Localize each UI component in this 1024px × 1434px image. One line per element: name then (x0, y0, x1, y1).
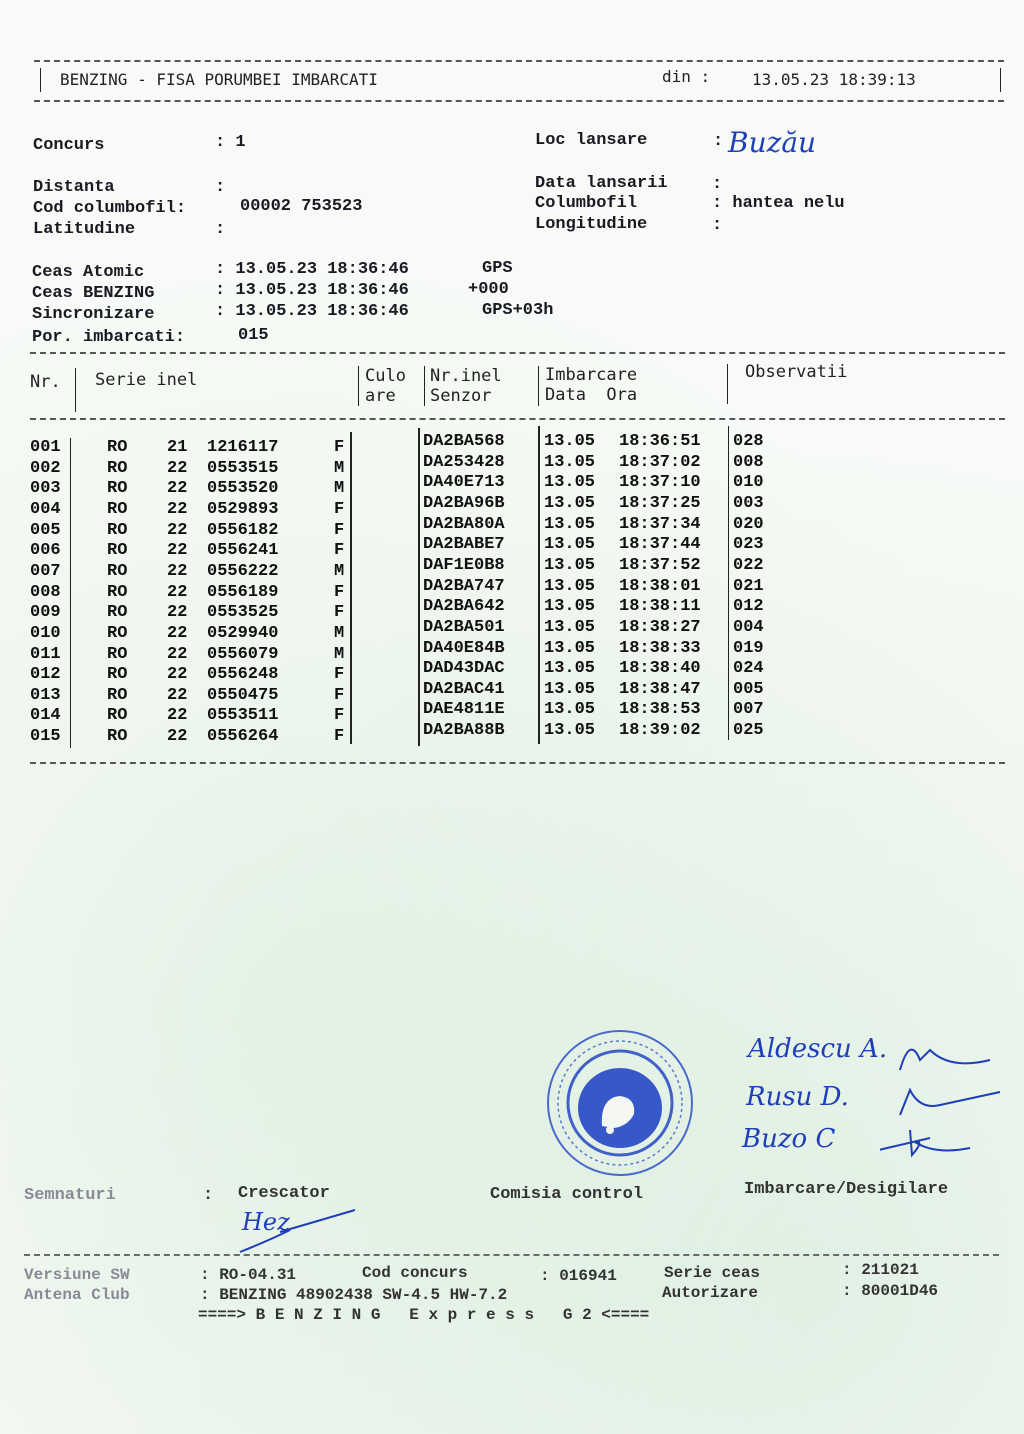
cell-nr: 015 (30, 727, 61, 747)
distanta-value: : (215, 178, 226, 197)
distanta-label: Distanta (33, 178, 115, 197)
col-divider (424, 366, 425, 406)
cell-ring-number: 0556248 (207, 665, 279, 685)
cell-nr: 013 (30, 685, 61, 705)
cell-sensor: DAD43DAC (423, 659, 505, 679)
cell-nr: 008 (30, 582, 61, 602)
cell-nr: 009 (30, 603, 61, 623)
col-header-senzor-2: Senzor (430, 386, 492, 406)
clock-suffix: +000 (468, 280, 509, 299)
serie-ceas-value: : 211021 (842, 1261, 919, 1279)
cell-sensor: DA2BA501 (423, 617, 505, 637)
col-divider (350, 432, 352, 744)
cell-time: 18:38:47 (619, 679, 701, 699)
cell-sex: F (334, 706, 345, 726)
col-header-imbarcare-2: Data Ora (545, 385, 638, 405)
print-datetime: 13.05.23 18:39:13 (752, 70, 916, 89)
signature-scribbles-icon (880, 1030, 1020, 1170)
data-lansarii-value: : (712, 175, 723, 194)
cell-time: 18:38:53 (619, 700, 701, 720)
cell-country: RO (107, 727, 128, 747)
cell-sensor: DA40E713 (423, 473, 505, 493)
clock-suffix: GPS+03h (482, 301, 554, 320)
cell-time: 18:37:34 (619, 514, 701, 534)
cell-time: 18:38:33 (619, 638, 701, 658)
cell-sensor: DAE4811E (423, 700, 505, 720)
cell-year: 22 (167, 706, 188, 726)
cell-observatii: 003 (733, 493, 764, 513)
table-top-rule (30, 352, 1005, 354)
cell-date: 13.05 (544, 700, 596, 720)
cell-country: RO (107, 479, 128, 499)
cell-country: RO (107, 499, 128, 519)
cell-sensor: DA2BA88B (423, 721, 505, 741)
cell-date: 13.05 (544, 493, 596, 513)
longitudine-value: : (712, 216, 723, 235)
crescator-label: Crescator (238, 1184, 330, 1203)
cell-year: 22 (167, 520, 188, 540)
cell-observatii: 021 (733, 576, 764, 596)
stamp-icon (540, 1028, 700, 1178)
cell-country: RO (107, 438, 128, 457)
cell-time: 18:37:25 (619, 493, 701, 513)
autorizare-value: : 80001D46 (842, 1282, 939, 1300)
cell-sex: F (334, 685, 345, 705)
cell-sensor: DA2BA642 (423, 597, 505, 617)
cell-country: RO (107, 458, 128, 478)
cell-observatii: 005 (733, 679, 764, 699)
cod-concurs-label: Cod concurs (362, 1264, 468, 1282)
cell-year: 21 (167, 438, 188, 457)
cell-time: 18:37:02 (619, 452, 701, 472)
cell-sex: M (334, 561, 345, 581)
col-header-imbarcare-1: Imbarcare (545, 365, 638, 385)
cell-time: 18:38:01 (619, 576, 701, 596)
data-lansarii-label: Data lansarii (535, 174, 668, 193)
signature-name-1: Aldescu A. (748, 1034, 888, 1064)
cell-observatii: 012 (733, 597, 764, 617)
cell-sex: M (334, 479, 345, 499)
cell-year: 22 (167, 644, 188, 664)
cell-year: 22 (167, 561, 188, 581)
col-divider (727, 364, 728, 404)
cell-sex: F (334, 541, 345, 561)
cell-sensor: DA2BAC41 (423, 679, 505, 699)
serie-ceas-label: Serie ceas (664, 1264, 761, 1282)
cell-country: RO (107, 561, 128, 581)
concurs-value: : 1 (215, 133, 246, 152)
cell-ring-number: 0529893 (207, 499, 279, 519)
cell-date: 13.05 (544, 555, 596, 575)
col-divider (358, 366, 359, 406)
footer-rule (24, 1254, 999, 1256)
cell-nr: 007 (30, 561, 61, 581)
cell-time: 18:38:11 (619, 597, 701, 617)
cell-sex: F (334, 727, 345, 747)
col-header-nr: Nr. (30, 372, 61, 392)
din-label: din : (662, 67, 711, 86)
brand-line: ====> B E N Z I N G E x p r e s s G 2 <==== (198, 1306, 650, 1324)
header-right-bar (1000, 68, 1001, 92)
cell-year: 22 (167, 541, 188, 561)
concurs-label: Concurs (33, 136, 105, 155)
col-header-culoare-2: are (365, 386, 396, 406)
cell-observatii: 020 (733, 514, 764, 534)
cell-ring-number: 0556189 (207, 582, 279, 602)
cell-observatii: 028 (733, 432, 764, 451)
header-top-rule (34, 60, 1004, 62)
cell-time: 18:38:27 (619, 617, 701, 637)
crescator-signature: Hez (242, 1208, 290, 1236)
cell-observatii: 008 (733, 452, 764, 472)
cell-date: 13.05 (544, 535, 596, 555)
loc-lansare-label: Loc lansare (535, 131, 648, 150)
cell-year: 22 (167, 499, 188, 519)
cell-ring-number: 0553525 (207, 603, 279, 623)
autorizare-label: Autorizare (662, 1284, 759, 1302)
col-divider (70, 438, 71, 748)
cell-ring-number: 0550475 (207, 685, 279, 705)
cell-sensor: DA2BA96B (423, 493, 505, 513)
document-title: BENZING - FISA PORUMBEI IMBARCATI (60, 70, 378, 89)
col-divider (418, 428, 420, 746)
clock-label: Ceas Atomic (32, 263, 145, 282)
cell-date: 13.05 (544, 638, 596, 658)
cell-sex: M (334, 458, 345, 478)
cell-nr: 003 (30, 479, 61, 499)
cell-ring-number: 0556182 (207, 520, 279, 540)
por-imbarcati-value: 015 (238, 326, 269, 345)
cell-date: 13.05 (544, 576, 596, 596)
col-header-serie: Serie inel (95, 370, 198, 390)
cell-date: 13.05 (544, 514, 596, 534)
cod-columbofil-value: 00002 753523 (240, 197, 363, 216)
table-bottom-rule (30, 762, 1005, 764)
cell-ring-number: 0556241 (207, 541, 279, 561)
cell-country: RO (107, 541, 128, 561)
cell-nr: 011 (30, 644, 61, 664)
cell-year: 22 (167, 727, 188, 747)
latitudine-label: Latitudine (33, 220, 136, 239)
cell-country: RO (107, 665, 128, 685)
cell-nr: 012 (30, 665, 61, 685)
cell-country: RO (107, 623, 128, 643)
cell-year: 22 (167, 623, 188, 643)
columbofil-value: : hantea nelu (712, 194, 845, 213)
cell-observatii: 022 (733, 555, 764, 575)
clock-value: : 13.05.23 18:36:46 (215, 260, 409, 279)
cell-ring-number: 0556222 (207, 561, 279, 581)
cell-country: RO (107, 644, 128, 664)
antena-club-value: : BENZING 48902438 SW-4.5 HW-7.2 (200, 1286, 508, 1304)
cell-observatii: 024 (733, 659, 764, 679)
cell-observatii: 004 (733, 617, 764, 637)
clock-value: : 13.05.23 18:36:46 (215, 281, 409, 300)
cell-nr: 002 (30, 458, 61, 478)
cell-sensor: DA2BA568 (423, 432, 505, 451)
cod-concurs-value: : 016941 (540, 1267, 617, 1285)
cell-nr: 006 (30, 541, 61, 561)
cell-date: 13.05 (544, 597, 596, 617)
cod-columbofil-label: Cod columbofil: (33, 199, 187, 218)
cell-nr: 001 (30, 438, 61, 457)
table-header-rule (30, 418, 1005, 420)
cell-sex: M (334, 644, 345, 664)
cell-year: 22 (167, 458, 188, 478)
cell-time: 18:37:10 (619, 473, 701, 493)
cell-sensor: DAF1E0B8 (423, 555, 505, 575)
cell-ring-number: 0529940 (207, 623, 279, 643)
longitudine-label: Longitudine (535, 215, 648, 234)
cell-year: 22 (167, 665, 188, 685)
cell-date: 13.05 (544, 617, 596, 637)
header-bottom-rule (34, 100, 1004, 102)
cell-observatii: 019 (733, 638, 764, 658)
cell-year: 22 (167, 685, 188, 705)
cell-sex: F (334, 499, 345, 519)
cell-time: 18:37:52 (619, 555, 701, 575)
cell-time: 18:36:51 (619, 432, 701, 451)
col-divider (75, 368, 76, 412)
cell-sensor: DA40E84B (423, 638, 505, 658)
cell-country: RO (107, 685, 128, 705)
cell-date: 13.05 (544, 659, 596, 679)
cell-ring-number: 0553515 (207, 458, 279, 478)
col-divider (728, 426, 729, 740)
imbarcare-desigilare-label: Imbarcare/Desigilare (744, 1180, 949, 1199)
signature-name-2: Rusu D. (746, 1082, 849, 1112)
antena-club-label: Antena Club (24, 1286, 130, 1304)
semnaturi-label: Semnaturi (24, 1186, 116, 1205)
cell-country: RO (107, 603, 128, 623)
cell-ring-number: 1216117 (207, 438, 279, 457)
col-header-culoare-1: Culo (365, 366, 406, 386)
crescator-scribble-icon (230, 1200, 370, 1260)
cell-sex: F (334, 603, 345, 623)
signature-name-3: Buzo C (742, 1124, 836, 1154)
versiune-sw-value: : RO-04.31 (200, 1266, 297, 1284)
cell-date: 13.05 (544, 473, 596, 493)
cell-sex: F (334, 665, 345, 685)
cell-ring-number: 0556079 (207, 644, 279, 664)
cell-date: 13.05 (544, 679, 596, 699)
cell-sex: F (334, 582, 345, 602)
columbofil-label: Columbofil (535, 194, 638, 213)
cell-date: 13.05 (544, 721, 596, 741)
cell-country: RO (107, 582, 128, 602)
por-imbarcati-label: Por. imbarcati: (32, 328, 186, 347)
clock-suffix: GPS (482, 259, 513, 278)
cell-year: 22 (167, 479, 188, 499)
cell-sex: F (334, 438, 345, 457)
col-header-senzor-1: Nr.inel (430, 366, 502, 386)
cell-observatii: 023 (733, 535, 764, 555)
clock-label: Ceas BENZING (32, 284, 155, 303)
cell-date: 13.05 (544, 452, 596, 472)
loc-lansare-colon: : (713, 132, 724, 151)
cell-time: 18:38:40 (619, 659, 701, 679)
clock-value: : 13.05.23 18:36:46 (215, 302, 409, 321)
cell-year: 22 (167, 582, 188, 602)
cell-country: RO (107, 520, 128, 540)
cell-country: RO (107, 706, 128, 726)
cell-nr: 014 (30, 706, 61, 726)
cell-observatii: 010 (733, 473, 764, 493)
cell-sensor: DA2BA80A (423, 514, 505, 534)
comisia-control-label: Comisia control (490, 1185, 644, 1204)
cell-sensor: DA253428 (423, 452, 505, 472)
cell-time: 18:37:44 (619, 535, 701, 555)
cell-time: 18:39:02 (619, 721, 701, 741)
cell-year: 22 (167, 603, 188, 623)
latitudine-value: : (215, 220, 226, 239)
cell-nr: 004 (30, 499, 61, 519)
cell-nr: 010 (30, 623, 61, 643)
cell-ring-number: 0553520 (207, 479, 279, 499)
header-left-bar (40, 68, 41, 92)
loc-lansare-handwritten: Buzău (728, 126, 817, 159)
cell-sensor: DA2BA747 (423, 576, 505, 596)
versiune-sw-label: Versiune SW (24, 1266, 130, 1284)
cell-sex: F (334, 520, 345, 540)
cell-ring-number: 0556264 (207, 727, 279, 747)
cell-observatii: 007 (733, 700, 764, 720)
clock-label: Sincronizare (32, 305, 155, 324)
semnaturi-colon: : (203, 1186, 214, 1205)
col-divider (538, 426, 540, 744)
col-header-observatii: Observatii (745, 362, 848, 382)
col-divider (538, 366, 539, 406)
cell-sensor: DA2BABE7 (423, 535, 505, 555)
cell-nr: 005 (30, 520, 61, 540)
cell-date: 13.05 (544, 432, 596, 451)
cell-sex: M (334, 623, 345, 643)
cell-observatii: 025 (733, 721, 764, 741)
cell-ring-number: 0553511 (207, 706, 279, 726)
